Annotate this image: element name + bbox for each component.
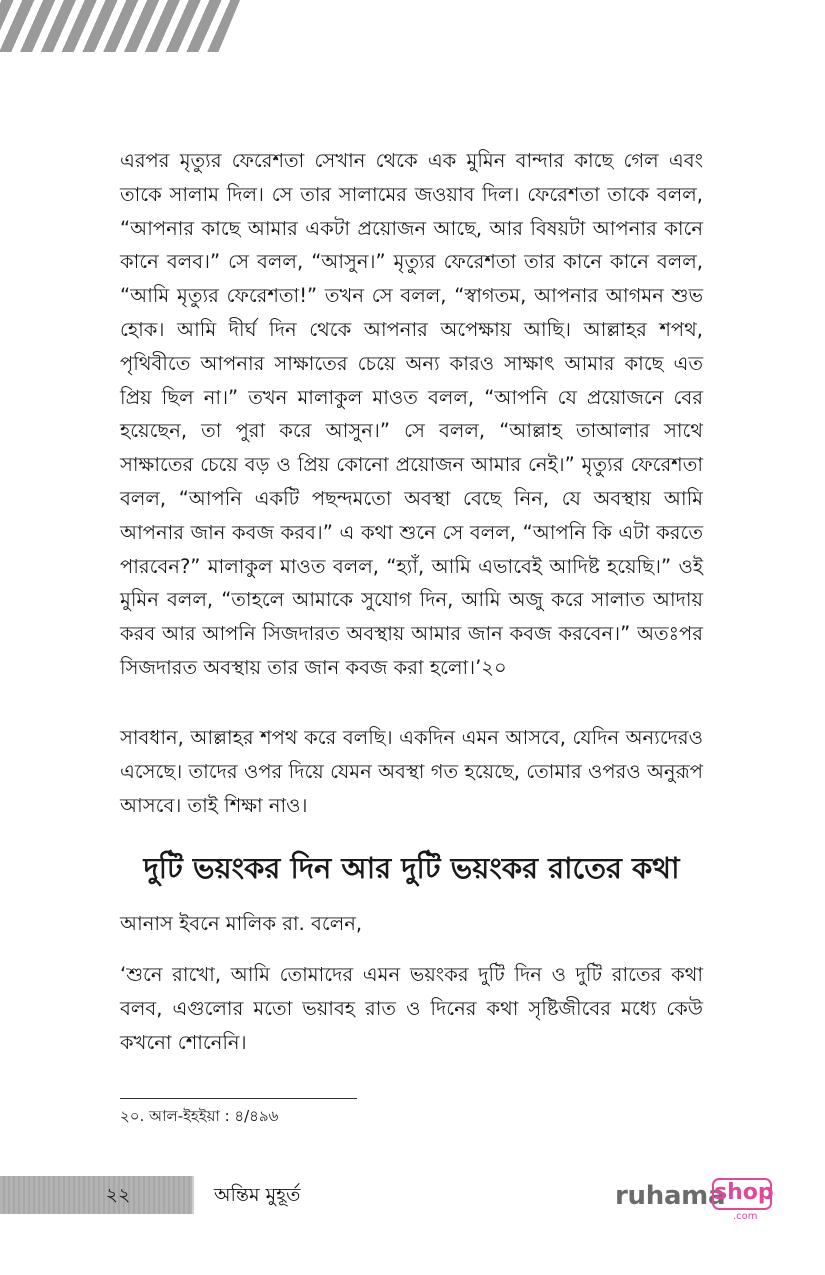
body-paragraph-3: আনাস ইবনে মালিক রা. বলেন, <box>120 912 363 935</box>
decorative-stripes <box>0 0 240 52</box>
body-paragraph-4: ‘শুনে রাখো, আমি তোমাদের এমন ভয়ংকর দুটি দিন ও দুটি রাতের কথা বলব, এগুলোর মতো ভয়াবহ রাত ও দিনের কথা সৃষ্টিজীবের মধ্যে কেউ কখনো শোনেনি। <box>120 963 703 1054</box>
ruhamashop-logo <box>615 1178 785 1228</box>
body-paragraph-1: এরপর মৃত্যুর ফেরেশতা সেখান থেকে এক মুমিন বান্দার কাছে গেল এবং তাকে সালাম দিল। সে তার সালামের জওয়াব দিল। ফেরেশতা তাকে বলল, “আপনার কাছে আমার একটা প্রয়োজন আছে, আর বিষয়টা আপনার কানে কানে বলব।” সে বলল, “আসুন।” মৃত্যুর ফেরেশতা তার কানে কানে বলল, “আমি মৃত্যুর ফেরেশতা!” তখন সে বলল, “স্বাগতম, আপনার আগমন শুভ হোক। আমি দীর্ঘ দিন থেকে আপনার অপেক্ষায় আছি। আল্লাহর শপথ, পৃথিবীতে আপনার সাক্ষাতের চেয়ে অন্য কারও সাক্ষাৎ আমার কাছে এত প্রিয় ছিল না।” তখন মালাকুল মাওত বলল, “আপনি যে প্রয়োজনে বের হয়েছেন, তা পুরা করে আসুন।” সে বলল, “আল্লাহ তাআলার সাথে সাক্ষাতের চেয়ে বড় ও প্রিয় কোনো প্রয়োজন আমার নেই।” মৃত্যুর ফেরেশতা বলল, “আপনি একটি পছন্দমতো অবস্থা বেছে নিন, যে অবস্থায় আমি আপনার জান কবজ করব।” এ কথা শুনে সে বলল, “আপনি কি এটা করতে পারবেন?” মালাকুল মাওত বলল, “হ্যাঁ, আমি এভাবেই আদিষ্ট হয়েছি।” ওই মুমিন বলল, “তাহলে আমাকে সুযোগ দিন, আমি অজু করে সালাত আদায় করব আর আপনি সিজদারত অবস্থায় আমার জান কবজ করবেন।” অতঃপর সিজদারত অবস্থায় তার জান কবজ করা হলো।’২০ <box>120 149 703 679</box>
logo-ruhama-text: ruhama <box>615 1181 726 1211</box>
footnote: ২০. আল-ইহইয়া : ৪/৪৯৬ <box>120 1107 279 1125</box>
page-number: ২২ <box>105 1184 131 1206</box>
footer-separator <box>192 1176 194 1214</box>
logo-com-text: .com <box>733 1211 758 1222</box>
logo-shop-badge: shop <box>712 1178 772 1210</box>
section-heading: দুটি ভয়ংকর দিন আর দুটি ভয়ংকর রাতের কথা <box>143 851 680 885</box>
footnote-divider <box>120 1098 357 1099</box>
book-title: অন্তিম মুহূর্ত <box>214 1184 301 1206</box>
body-paragraph-2: সাবধান, আল্লাহর শপথ করে বলছি। একদিন এমন আসবে, যেদিন অন্যদেরও এসেছে। তাদের ওপর দিয়ে যেমন অবস্থা গত হয়েছে, তোমার ওপরও অনুরূপ আসবে। তাই শিক্ষা নাও। <box>120 726 703 817</box>
